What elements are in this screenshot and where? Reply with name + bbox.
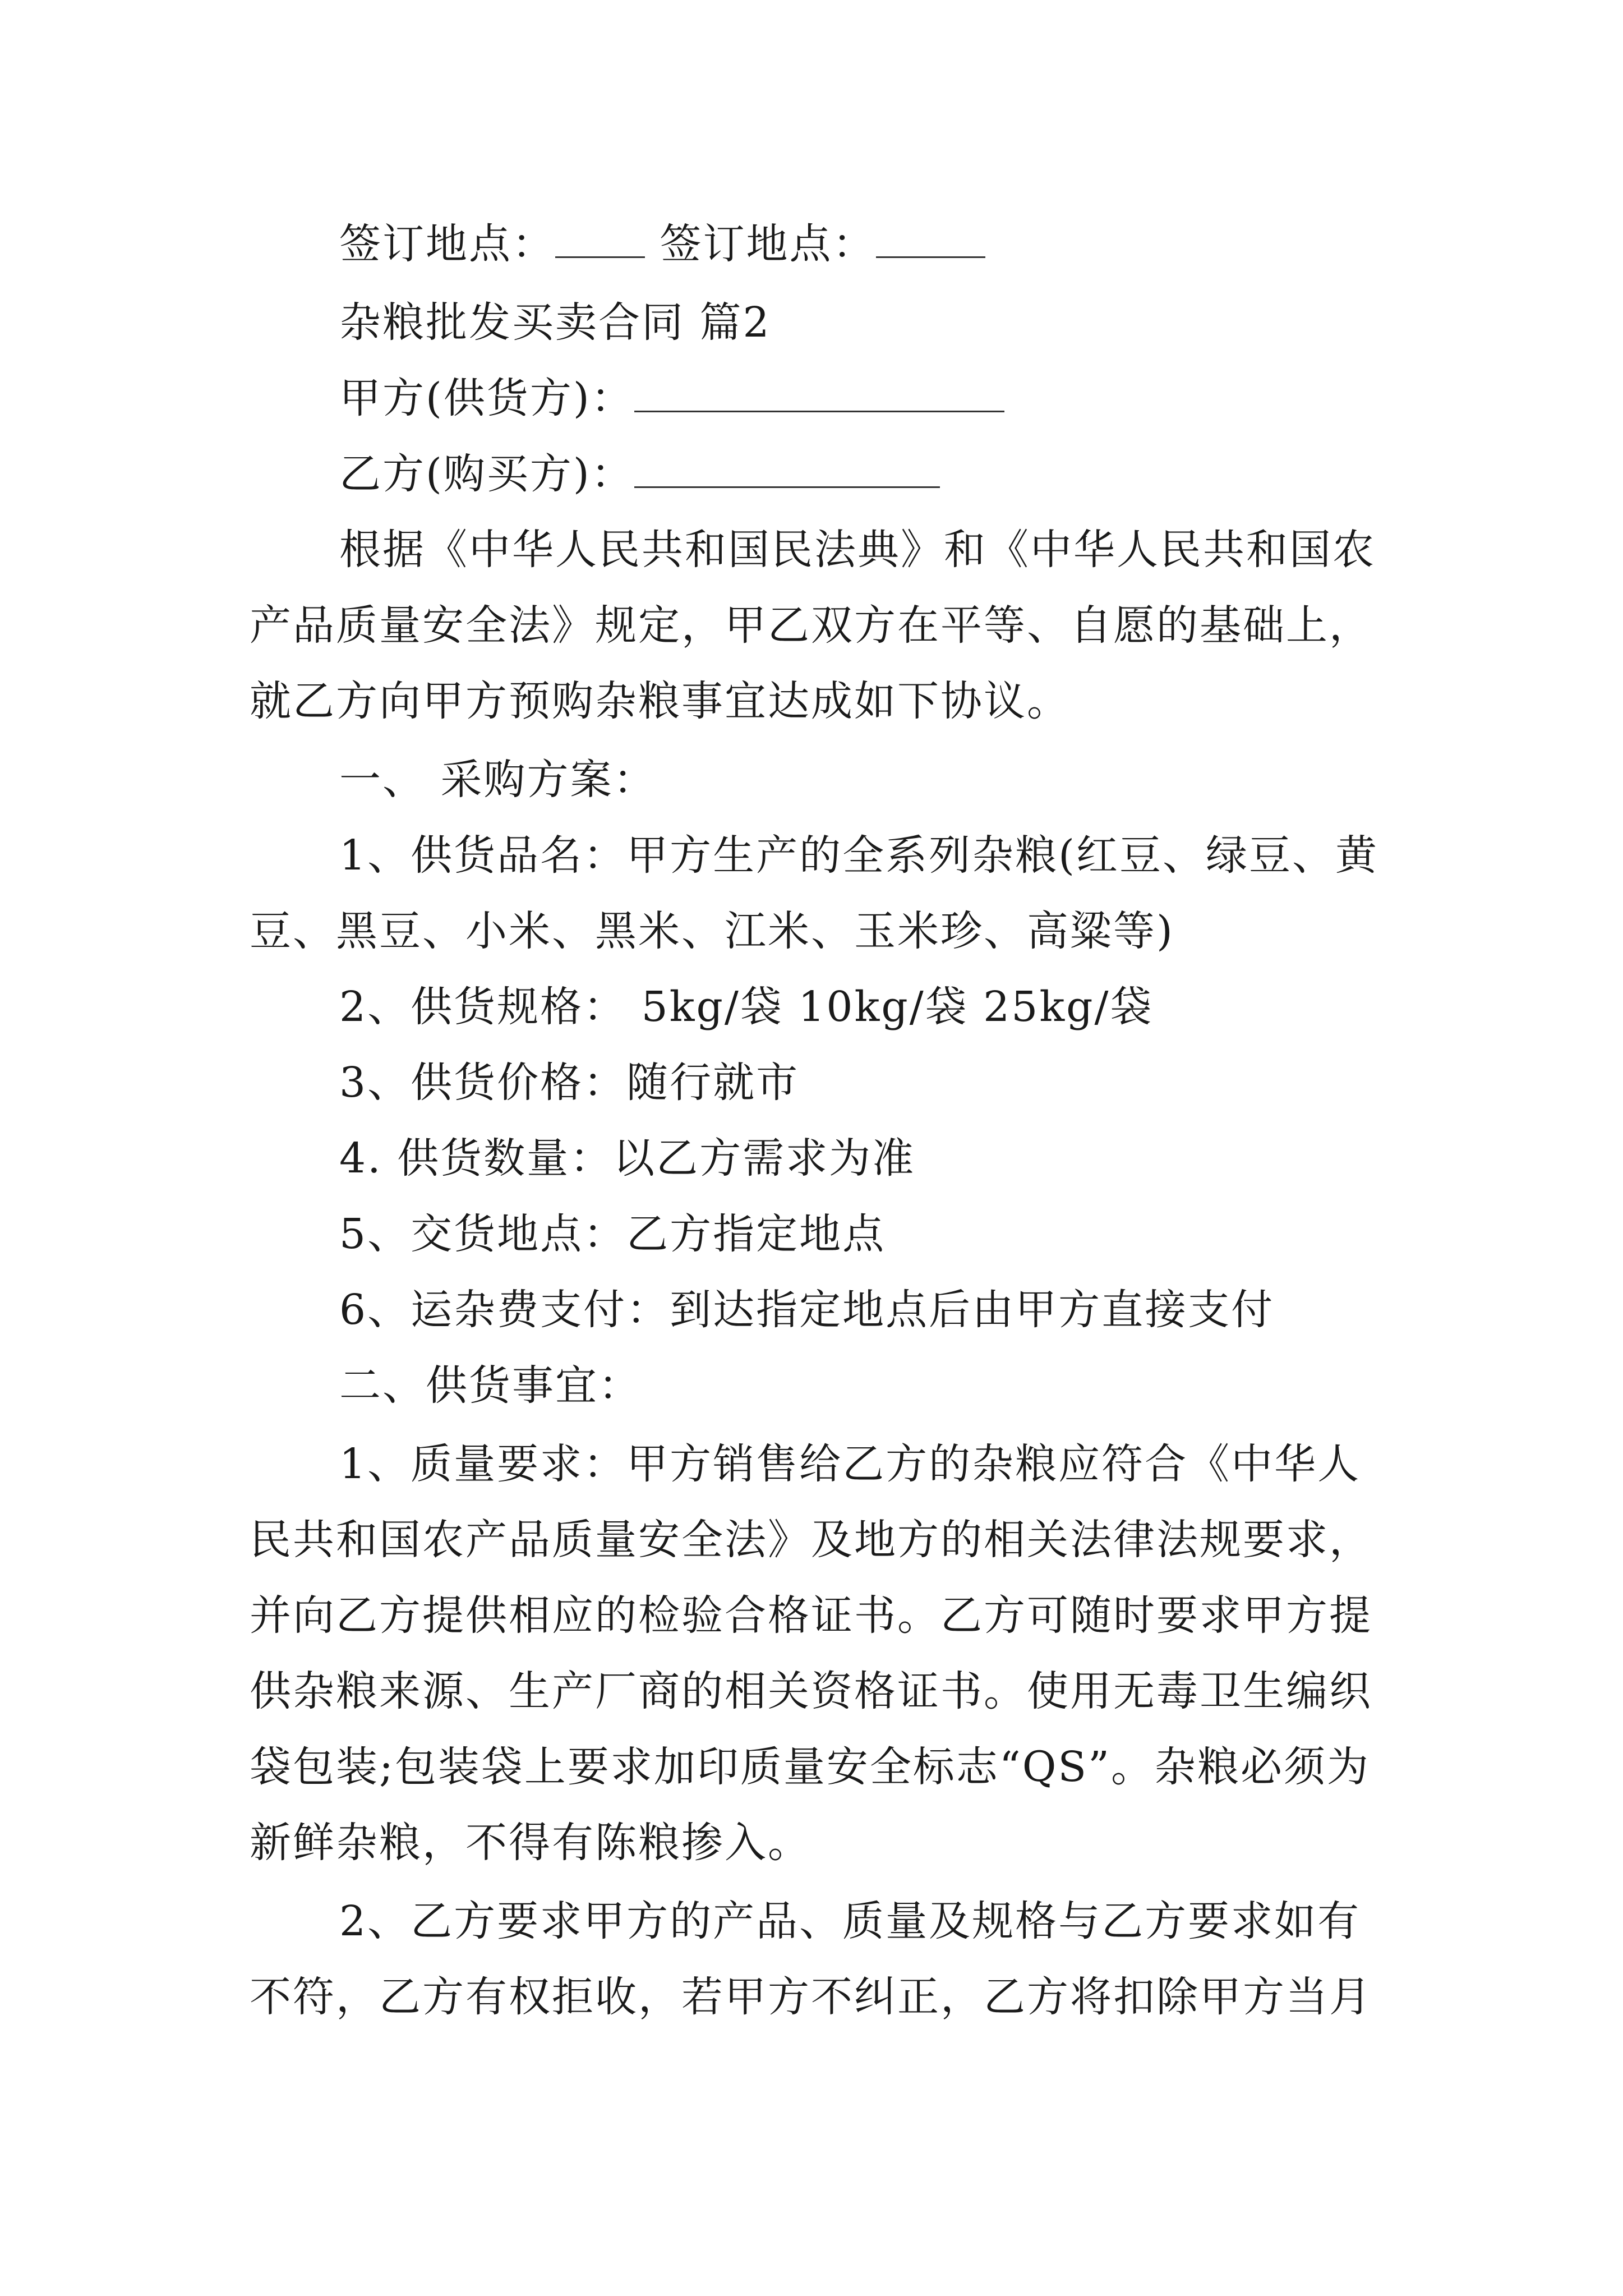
nonconformity-line-1: 2、乙方要求甲方的产品、质量及规格与乙方要求如有 (339, 1897, 1361, 1945)
quality-line-1: 1、质量要求：甲方销售给乙方的杂粮应符合《中华人 (339, 1440, 1361, 1488)
party-a-blank (634, 371, 1004, 412)
item-3-price: 3、供货价格：随行就市 (339, 1059, 800, 1107)
signing-place-label-b: 签订地点： (645, 220, 876, 268)
signing-place-label-a: 签订地点： (339, 220, 555, 268)
signing-place-blank-a (555, 217, 645, 258)
quality-line-6: 新鲜杂粮，不得有陈粮掺入。 (250, 1819, 811, 1867)
item-6-freight: 6、运杂费支付：到达指定地点后由甲方直接支付 (339, 1286, 1275, 1334)
heading-purchase-plan: 一、 采购方案： (339, 756, 657, 804)
heading-supply-matters: 二、供货事宜： (339, 1361, 642, 1410)
item-2-spec: 2、供货规格： 5kg/袋 10kg/袋 25kg/袋 (339, 983, 1154, 1031)
section-title: 杂粮批发买卖合同 篇2 (339, 298, 771, 347)
quality-line-4: 供杂粮来源、生产厂商的相关资格证书。使用无毒卫生编织 (250, 1667, 1372, 1715)
signing-place-blank-b (876, 217, 985, 258)
item-4-quantity: 4. 供货数量：以乙方需求为准 (339, 1134, 916, 1182)
party-b-label: 乙方(购买方)： (339, 450, 634, 498)
item-1-line-1: 1、供货品名：甲方生产的全系列杂粮(红豆、绿豆、黄 (339, 831, 1378, 880)
signing-place-line (339, 216, 985, 272)
party-b-line (339, 446, 940, 502)
quality-line-2: 民共和国农产品质量安全法》及地方的相关法律法规要求， (250, 1516, 1372, 1564)
preamble-line-1: 根据《中华人民共和国民法典》和《中华人民共和国农 (339, 526, 1376, 574)
party-b-blank (634, 447, 940, 488)
quality-line-3: 并向乙方提供相应的检验合格证书。乙方可随时要求甲方提 (250, 1591, 1372, 1640)
preamble-line-3: 就乙方向甲方预购杂粮事宜达成如下协议。 (250, 677, 1070, 725)
nonconformity-line-2: 不符，乙方有权拒收，若甲方不纠正，乙方将扣除甲方当月 (250, 1973, 1372, 2021)
preamble-line-2: 产品质量安全法》规定，甲乙双方在平等、自愿的基础上， (250, 601, 1372, 650)
item-5-delivery: 5、交货地点：乙方指定地点 (339, 1210, 886, 1258)
party-a-label: 甲方(供货方)： (339, 374, 634, 422)
item-1-line-2: 豆、黑豆、小米、黑米、江米、玉米珍、高粱等) (250, 907, 1174, 955)
party-a-line (339, 370, 1004, 426)
quality-line-5: 袋包装;包装袋上要求加印质量安全标志“QS”。杂粮必须为 (250, 1743, 1370, 1791)
